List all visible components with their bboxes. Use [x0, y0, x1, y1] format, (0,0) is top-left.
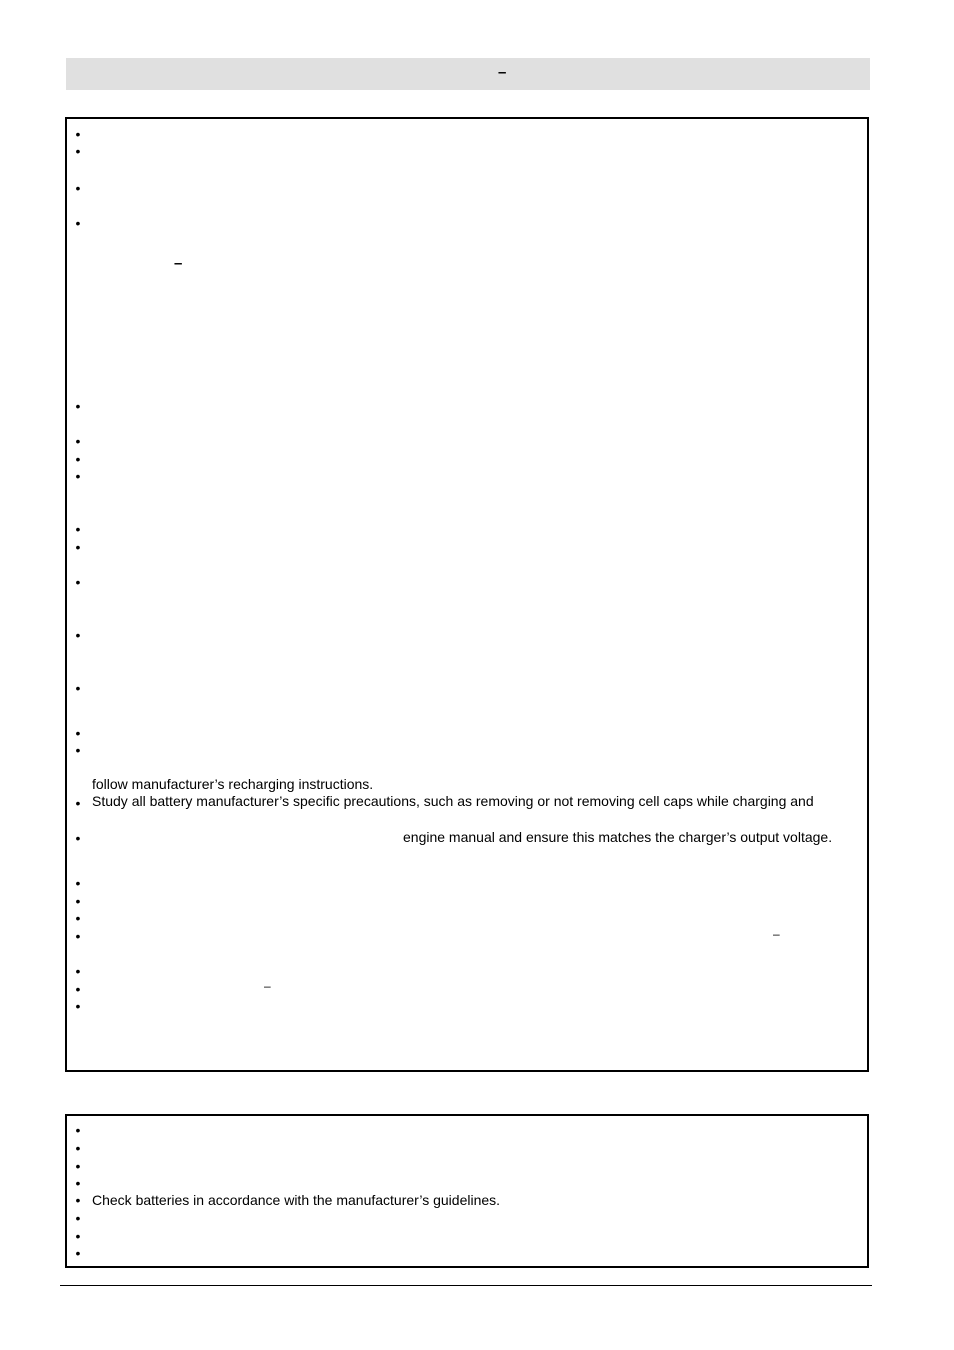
bullet-marker: •	[75, 963, 81, 979]
recharging-instructions-text: follow manufacturer’s recharging instructions.	[92, 776, 374, 792]
bullet-marker: •	[75, 521, 81, 537]
maintenance-box	[65, 1114, 869, 1268]
bullet-marker: •	[75, 1245, 81, 1261]
bullet-marker: •	[75, 830, 81, 846]
bullet-marker: •	[75, 126, 81, 142]
bullet-marker: •	[75, 875, 81, 891]
bullet-marker: •	[75, 215, 81, 231]
bullet-marker: •	[75, 910, 81, 926]
bullet-marker: •	[75, 398, 81, 414]
bullet-marker: •	[75, 627, 81, 643]
bullet-marker: •	[75, 143, 81, 159]
inline-dash: –	[174, 255, 183, 272]
bullet-marker: •	[75, 468, 81, 484]
bullet-marker: •	[75, 1228, 81, 1244]
bullet-marker: •	[75, 451, 81, 467]
bullet-marker: •	[75, 574, 81, 590]
bullet-marker: •	[75, 928, 81, 944]
bullet-marker: •	[75, 1122, 81, 1138]
precautions-text: Study all battery manufacturer’s specific precautions, such as removing or not removing cell caps while charging and	[92, 793, 814, 809]
bullet-marker: •	[75, 1140, 81, 1156]
bullet-marker: •	[75, 1210, 81, 1226]
bullet-marker: •	[75, 539, 81, 555]
bullet-marker: •	[75, 795, 81, 811]
bullet-marker: •	[75, 981, 81, 997]
inline-dash: –	[264, 979, 271, 993]
check-batteries-text: Check batteries in accordance with the manufacturer’s guidelines.	[92, 1192, 501, 1208]
bullet-marker: •	[75, 893, 81, 909]
bullet-marker: •	[75, 1175, 81, 1191]
footer-rule	[60, 1285, 872, 1286]
section-header-bar	[66, 58, 870, 90]
bullet-marker: •	[75, 742, 81, 758]
bullet-marker: •	[75, 725, 81, 741]
inline-dash: –	[773, 927, 780, 941]
safety-instructions-box	[65, 117, 869, 1072]
bullet-marker: •	[75, 998, 81, 1014]
bullet-marker: •	[75, 680, 81, 696]
engine-manual-text: engine manual and ensure this matches the charger’s output voltage.	[403, 829, 833, 845]
bullet-marker: •	[75, 180, 81, 196]
bullet-marker: •	[75, 433, 81, 449]
bullet-marker: •	[75, 1158, 81, 1174]
header-title-dash: –	[498, 64, 507, 81]
bullet-marker: •	[75, 1192, 81, 1208]
